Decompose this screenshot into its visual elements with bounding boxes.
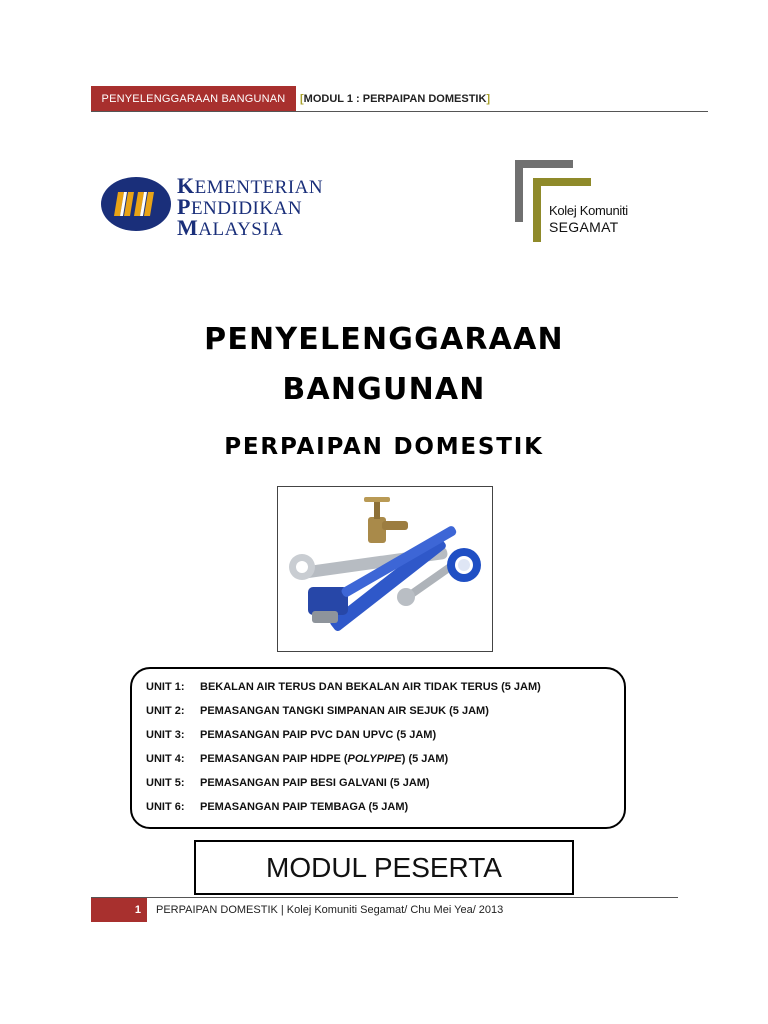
page-number: 1 bbox=[91, 898, 147, 922]
header-module-title: PENYELENGGARAAN BANGUNAN bbox=[91, 86, 296, 112]
kpm-logo-text: KEMENTERIAN PENDIDIKAN MALAYSIA bbox=[177, 173, 324, 240]
footer-text: PERPAIPAN DOMESTIK | Kolej Komuniti Segamat/ Chu Mei Yea/ 2013 bbox=[156, 904, 504, 916]
kks-logo-line1: Kolej Komuniti bbox=[549, 203, 628, 218]
unit-item: UNIT 6: PEMASANGAN PAIP TEMBAGA (5 JAM) bbox=[146, 801, 409, 813]
unit-item: UNIT 2: PEMASANGAN TANGKI SIMPANAN AIR SEJUK (5 JAM) bbox=[146, 705, 489, 717]
plumbing-tools-icon bbox=[278, 487, 492, 651]
title-line2: BANGUNAN bbox=[282, 372, 486, 407]
modul-peserta-label: MODUL PESERTA bbox=[194, 840, 574, 895]
bracket-close: ] bbox=[486, 93, 491, 105]
title-line1: PENYELENGGARAAN bbox=[204, 322, 564, 357]
kks-logo-line2: SEGAMAT bbox=[549, 219, 619, 235]
unit-item: UNIT 3: PEMASANGAN PAIP PVC DAN UPVC (5 JAM) bbox=[146, 729, 437, 741]
unit-item: UNIT 1: BEKALAN AIR TERUS DAN BEKALAN AIR TIDAK TERUS (5 JAM) bbox=[146, 681, 541, 693]
unit-item: UNIT 5: PEMASANGAN PAIP BESI GALVANI (5 JAM) bbox=[146, 777, 430, 789]
unit-item: UNIT 4: PEMASANGAN PAIP HDPE (POLYPIPE) (5 JAM) bbox=[146, 753, 449, 765]
kpm-emblem-icon bbox=[100, 176, 172, 232]
tools-image bbox=[277, 486, 493, 652]
header-module-label: MODUL 1 : PERPAIPAN DOMESTIK bbox=[303, 93, 487, 105]
bracket-open: [ bbox=[300, 93, 304, 105]
header-divider bbox=[91, 111, 708, 112]
units-list-box bbox=[130, 667, 626, 829]
subtitle: PERPAIPAN DOMESTIK bbox=[224, 434, 544, 460]
header-module-number bbox=[300, 86, 490, 112]
